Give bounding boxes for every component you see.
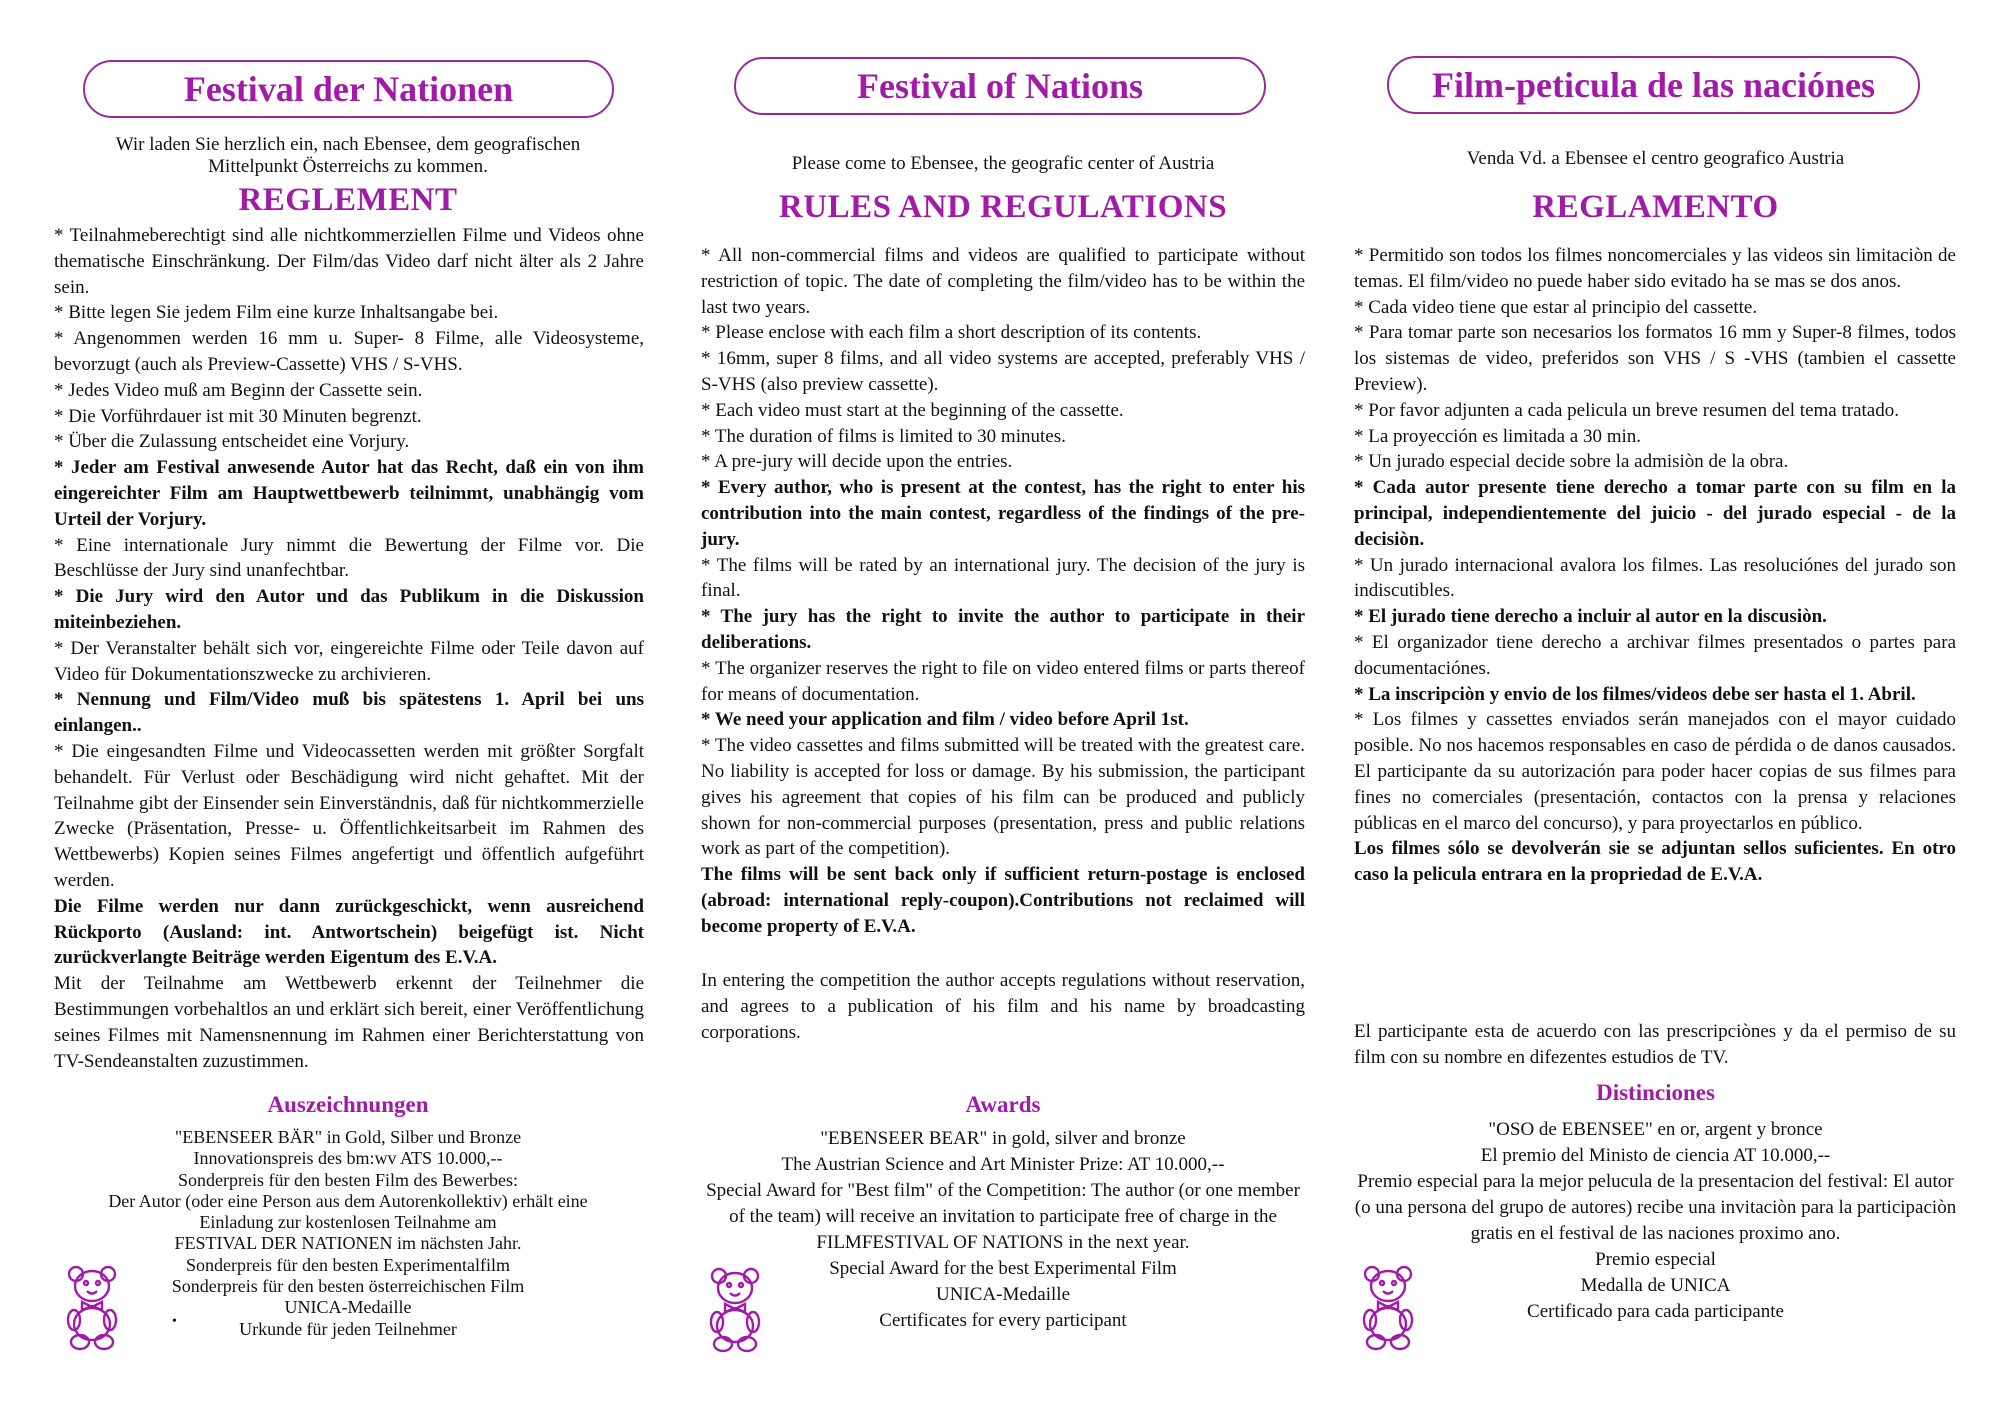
rule-paragraph: * Bitte legen Sie jedem Film eine kurze Inhaltsangabe bei. [54,302,499,324]
award-line: "OSO de EBENSEE" en or, argent y bronce [1488,1119,1823,1140]
title-pill-english [734,57,1266,115]
rule-paragraph: The films will be sent back only if sufficient return-postage is enclosed (abroad: international reply-coupon).Contributions not reclaimed will become property of E.V.A. [701,864,1305,937]
title-pill-spanish [1387,56,1920,114]
page-title: Festival of Nations [857,66,1143,106]
rules-body [1354,243,1956,888]
rule-paragraph: * Cada autor presente tiene derecho a tomar parte con su film en la principal, independientemente del juicio - del jurado especial - de la decisiòn. [1354,477,1956,550]
award-line: UNICA-Medaille [935,1284,1071,1305]
rule-paragraph: * A pre-jury will decide upon the entries. [701,451,1013,473]
rule-paragraph: * Nennung und Film/Video muß bis spätestens 1. April bei uns einlangen.. [54,689,644,737]
closing-text: El participante esta de acuerdo con las prescripciònes y da el permiso de su film con su nombre en difezentes estudios de TV. [1354,1021,1956,1068]
invitation-text: Wir laden Sie herzlich ein, nach Ebensee, dem geografischen Mittelpunkt Österreichs zu kommen. [115,134,581,177]
rule-paragraph: * Cada video tiene que estar al principio del cassette. [1354,296,1758,318]
award-line: The Austrian Science and Art Minister Prize: AT 10.000,-- [781,1154,1225,1175]
rule-paragraph: * Para tomar parte son necesarios los formatos 16 mm y Super-8 filmes, todos los sistemas de video, preferidos son VHS / S -VHS (tambien el cassette Preview). [1354,322,1956,395]
section-heading: REGLAMENTO [1532,189,1779,225]
rule-paragraph: * El organizador tiene derecho a archivar filmes presentados o partes para documentaciónes. [1354,631,1956,679]
rule-paragraph: * The duration of films is limited to 30 minutes. [701,425,1066,447]
award-line: Medalla de UNICA [1580,1275,1731,1296]
rule-paragraph: Los filmes sólo se devolverán sie se adjuntan sellos suficientes. En otro caso la pelicula entrara en la propriedad de E.V.A. [1354,838,1956,886]
award-line: El premio del Ministo de ciencia AT 10.000,-- [1480,1145,1831,1166]
section-heading: RULES AND REGULATIONS [778,189,1228,225]
rule-paragraph: * Los filmes y cassettes enviados serán manejados con el mayor cuidado posible. No nos hacemos responsables en caso de pérdida o de danos causados. El participante da su autorización para poder hacer copias de sus filmes para fines no comerciales (presentación, contactos con la prensa y relaciones públicas en el marco del concurso), y para proyectarlos en público. [1354,709,1956,834]
award-line: Urkunde für jeden Teilnehmer [239,1318,457,1339]
award-line: "EBENSEER BÄR" in Gold, Silber und Bronze [174,1127,522,1147]
teddy-bear-logo-icon [705,1266,765,1354]
awards-heading: Auszeichnungen [267,1092,429,1117]
rule-paragraph: * Die eingesandten Filme und Videocassetten werden mit größter Sorgfalt behandelt. Für Verlust oder Beschädigung wird nicht gehaftet. Mit der Teilnahme gibt der Einsender sein Einverständnis, daß für nichtkommerzielle Zwecke (Präsentation, Presse- u. Öffentlichkeitsarbeit im Rahmen des Wettbewerbs) Kopien seines Filmes angefertigt und öffentlich aufgeführt werden. [54,740,644,891]
rule-paragraph: * Die Jury wird den Autor und das Publikum in die Diskussion miteinbeziehen. [54,586,644,633]
awards-heading: Distinciones [1596,1080,1715,1105]
award-line: Premio especial [1595,1249,1716,1270]
awards-heading: Awards [965,1092,1041,1117]
rule-paragraph: Die Filme werden nur dann zurückgeschickt, wenn ausreichend Rückporto (Ausland: int. Antwortschein) beigefügt ist. Nicht zurückverlangte Beiträge werden Eigentum des E.V.A. [54,895,644,969]
rule-paragraph: * Jedes Video muß am Beginn der Cassette sein. [54,379,423,401]
award-line: Einladung zur kostenlosen Teilnahme am [199,1212,497,1233]
award-line: Innovationspreis des bm:wv ATS 10.000,-- [193,1148,503,1169]
rule-paragraph: * Por favor adjunten a cada pelicula un breve resumen del tema tratado. [1354,399,1899,421]
page-title: Film-peticula de las naciónes [1432,65,1875,105]
rule-paragraph: * Permitido son todos los filmes noncomerciales y las videos sin limitaciòn de temas. El film/video no puede haber sido evitado ha se mas se dos anos. [1354,245,1956,292]
award-line: Sonderpreis für den besten Experimentalfilm [186,1254,510,1275]
column-german [50,0,646,1411]
award-line: Sonderpreis für den besten Film des Bewerbes: [178,1169,518,1190]
rules-body [54,223,644,1074]
award-line: Certificates for every participant [879,1310,1127,1331]
award-line: FESTIVAL DER NATIONEN im nächsten Jahr. [174,1233,522,1254]
teddy-bear-logo-icon [62,1264,122,1352]
stray-mark: • [172,1314,177,1329]
teddy-bear-logo-icon [1358,1264,1418,1352]
closing-text: In entering the competition the author accepts regulations without reservation, and agrees to a publication of his film and his name by broadcasting corporations. [701,970,1305,1043]
rule-paragraph: * Un jurado especial decide sobre la admisiòn de la obra. [1354,451,1789,473]
rule-paragraph: Mit der Teilnahme am Wettbewerb erkennt der Teilnehmer die Bestimmungen vorbehaltlos an und erklärt sich bereit, einer Veröffentlichung seines Filmes mit Namensnennung im Rahmen einer Berichterstattung von TV-Sendeanstalten zuzustimmen. [54,973,644,1072]
awards-list [1353,1117,1958,1325]
title-pill-german [83,60,614,118]
award-line: Premio especial para la mejor pelucula de la presentacion del festival: El autor (o una persona del grupo de autores) recibe una invitaciòn para la participaciòn gratis en el festival de las naciones proximo ano. [1354,1171,1957,1244]
award-line: UNICA-Medaille [284,1297,412,1318]
rule-paragraph: * The video cassettes and films submitted will be treated with the greatest care. No liability is accepted for loss or damage. By his submission, the participant gives his agreement that copies of his film can be produced and publicly shown for non-commercial purposes (presentation, press and public relations work as part of the competition). [701,735,1305,860]
rule-paragraph: * La proyección es limitada a 30 min. [1354,425,1642,447]
rule-paragraph: * 16mm, super 8 films, and all video systems are accepted, preferably VHS / S-VHS (also preview cassette). [701,348,1305,395]
awards-list [50,1127,646,1340]
rule-paragraph: * Teilnahmeberechtigt sind alle nichtkommerziellen Filme und Videos ohne thematische Einschränkung. Der Film/das Video darf nicht älter als 2 Jahre sein. [54,225,644,298]
page-title: Festival der Nationen [183,69,514,109]
award-line: Special Award for the best Experimental Film [829,1258,1177,1279]
award-line: Special Award for "Best film" of the Competition: The author (or one member of the team) will receive an invitation to participate free of charge in the FILMFESTIVAL OF NATIONS in the next year. [706,1180,1300,1253]
rule-paragraph: * The jury has the right to invite the author to participate in their deliberations. [701,606,1305,653]
rule-paragraph: * Angenommen werden 16 mm u. Super- 8 Filme, alle Videosysteme, bevorzugt (auch als Preview-Cassette) VHS / S-VHS. [54,328,644,375]
rule-paragraph: * Die Vorführdauer ist mit 30 Minuten begrenzt. [54,405,422,427]
rule-paragraph: * Un jurado internacional avalora los filmes. Las resoluciónes del jurado son indiscutibles. [1354,554,1956,602]
rule-paragraph: * Eine internationale Jury nimmt die Bewertung der Filme vor. Die Beschlüsse der Jury sind unanfechtbar. [54,534,644,582]
rule-paragraph: * Der Veranstalter behält sich vor, eingereichte Filme oder Teile davon auf Video für Dokumentationszwecke zu archivieren. [54,637,644,685]
rule-paragraph: * Jeder am Festival anwesende Autor hat das Recht, daß ein von ihm eingereichter Film am Hauptwettbewerb teilnimmt, unabhängig vom Urteil der Vorjury. [54,457,644,530]
award-line: Der Autor (oder eine Person aus dem Autorenkollektiv) erhält eine [108,1190,588,1211]
rule-paragraph: * All non-commercial films and videos are qualified to participate without restriction of topic. The date of completing the film/video has to be within the last two years. [701,245,1305,318]
invitation-text: Venda Vd. a Ebensee el centro geografico Austria [1466,148,1845,169]
rule-paragraph: * The organizer reserves the right to file on video entered films or parts thereof for means of documentation. [701,657,1305,705]
rule-paragraph: * El jurado tiene derecho a incluir al autor en la discusiòn. [1354,606,1827,628]
rule-paragraph: * Über die Zulassung entscheidet eine Vorjury. [54,431,410,453]
rule-paragraph: * The films will be rated by an international jury. The decision of the jury is final. [701,554,1305,602]
column-english [699,0,1307,1411]
rule-paragraph: * We need your application and film / video before April 1st. [701,709,1189,731]
award-line: Sonderpreis für den besten österreichischen Film [171,1276,525,1297]
award-line: Certificado para cada participante [1527,1301,1784,1322]
awards-list [699,1126,1307,1334]
rule-paragraph: * Every author, who is present at the contest, has the right to enter his contribution into the main contest, regardless of the findings of the pre-jury. [701,477,1305,550]
rule-paragraph: * La inscripciòn y envio de los filmes/videos debe ser hasta el 1. Abril. [1354,683,1916,705]
award-line: "EBENSEER BEAR" in gold, silver and bronze [820,1128,1186,1149]
rules-body [701,243,1305,940]
rule-paragraph: * Each video must start at the beginning of the cassette. [701,399,1124,421]
section-heading: REGLEMENT [238,182,458,218]
column-spanish [1353,0,1958,1411]
invitation-text: Please come to Ebensee, the geografic center of Austria [791,153,1215,174]
rule-paragraph: * Please enclose with each film a short description of its contents. [701,322,1202,344]
